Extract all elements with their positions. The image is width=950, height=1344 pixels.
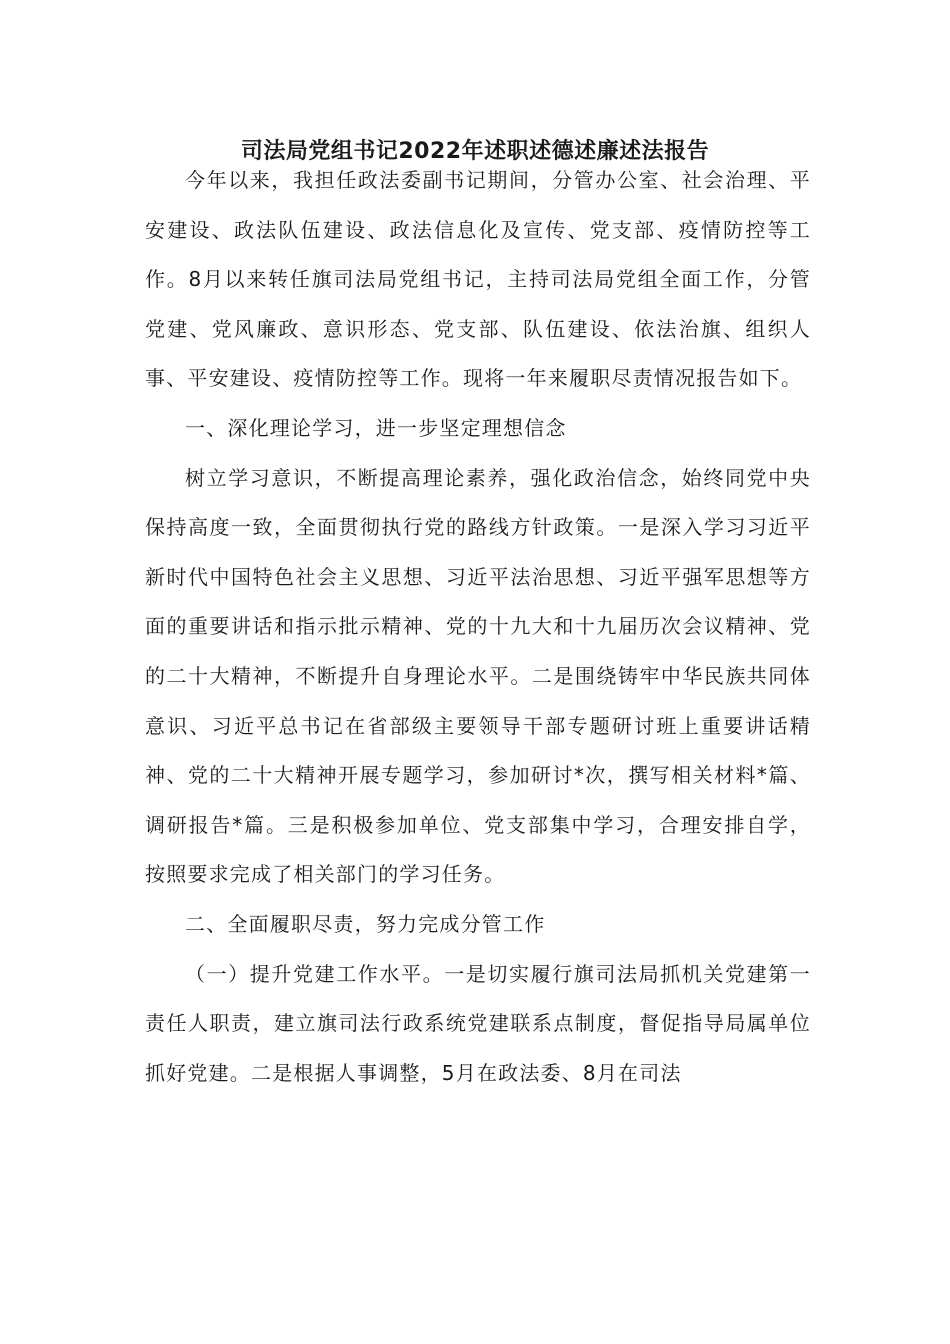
- document-title: 司法局党组书记2022年述职述德述廉述法报告: [240, 139, 710, 164]
- intro-paragraph: 今年以来，我担任政法委副书记期间，分管办公室、社会治理、平安建设、政法队伍建设、政法信息化及宣传、党支部、疫情防控等工作。8月以来转任旗司法局党组书记，主持司法局党组全面工作，分管党建、党风廉政、意识形态、党支部、队伍建设、依法治旗、组织人事、平安建设、疫情防控等工作。现将一年来履职尽责情况报告如下。: [145, 168, 811, 391]
- section-heading-2: 二、全面履职尽责，努力完成分管工作: [185, 911, 546, 936]
- section-heading-1: 一、深化理论学习，进一步坚定理想信念: [185, 415, 567, 440]
- section-1-paragraph: 树立学习意识，不断提高理论素养，强化政治信念，始终同党中央保持高度一致，全面贯彻执行党的路线方针政策。一是深入学习习近平新时代中国特色社会主义思想、习近平法治思想、习近平强军思想等方面的重要讲话和指示批示精神、党的十九大和十九届历次会议精神、党的二十大精神，不断提升自身理论水平。二是围绕铸牢中华民族共同体意识、习近平总书记在省部级主要领导干部专题研讨班上重要讲话精神、党的二十大精神开展专题学习，参加研讨*次，撰写相关材料*篇、调研报告*篇。三是积极参加单位、党支部集中学习，合理安排自学，按照要求完成了相关部门的学习任务。: [145, 465, 811, 887]
- document-body: [145, 156, 811, 1098]
- section-2-paragraph: （一）提升党建工作水平。一是切实履行旗司法局抓机关党建第一责任人职责，建立旗司法行政系统党建联系点制度，督促指导局属单位抓好党建。二是根据人事调整，5月在政法委、8月在司法: [145, 961, 811, 1085]
